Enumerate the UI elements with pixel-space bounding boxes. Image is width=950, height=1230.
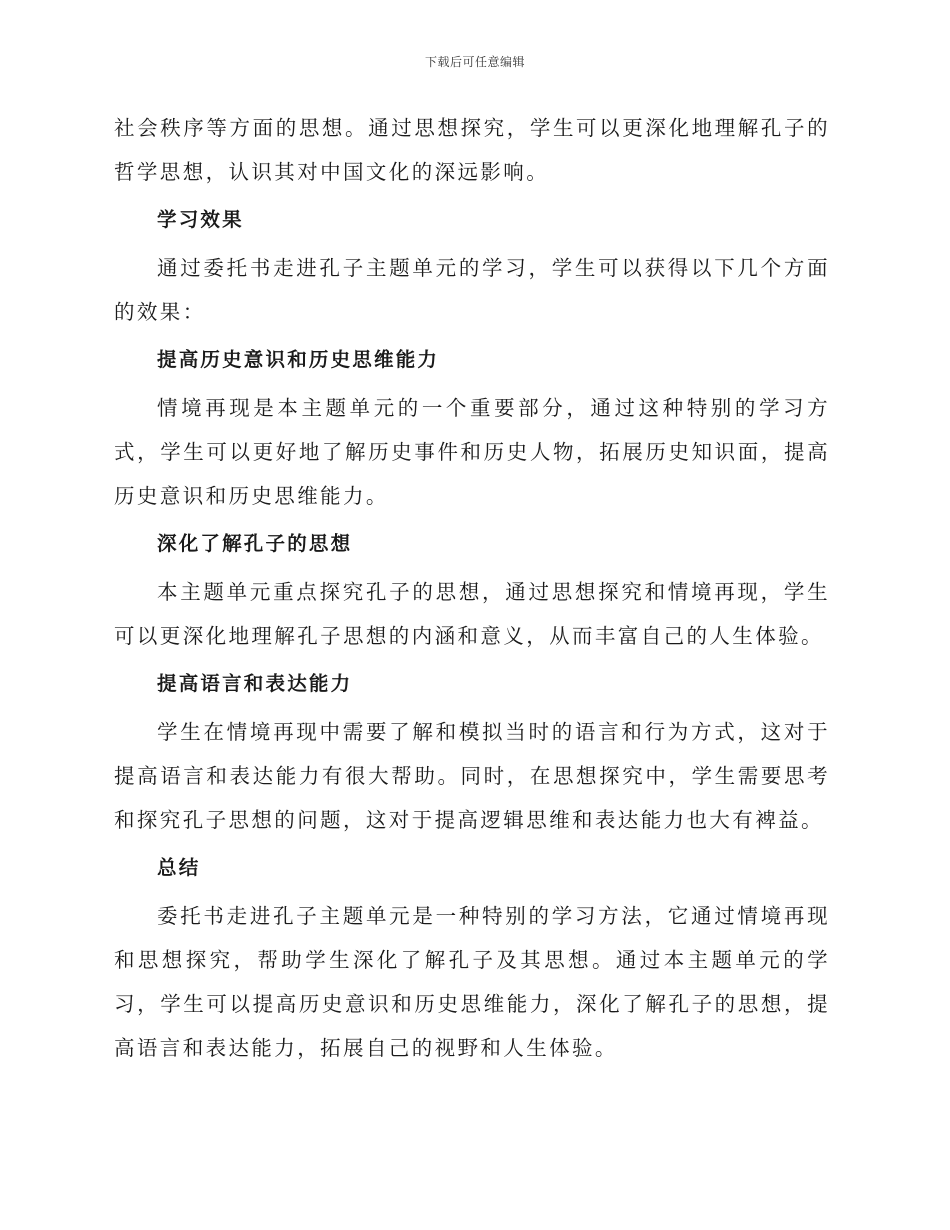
paragraph-continuation: 社会秩序等方面的思想。通过思想探究，学生可以更深化地理解孔子的哲学思想，认识其对中国文化的深远影响。 (114, 116, 830, 184)
paragraph-history-awareness: 情境再现是本主题单元的一个重要部分，通过这种特别的学习方式，学生可以更好地了解历史事件和历史人物，拓展历史知识面，提高历史意识和历史思维能力。 (114, 396, 830, 508)
paragraph-language-expression: 学生在情境再现中需要了解和模拟当时的语言和行为方式，这对于提高语言和表达能力有很大帮助。同时，在思想探究中，学生需要思考和探究孔子思想的问题，这对于提高逻辑思维和表达能力也大有裨益。 (114, 720, 830, 832)
paragraph-effects-intro: 通过委托书走进孔子主题单元的学习，学生可以获得以下几个方面的效果： (114, 256, 830, 324)
document-body (114, 106, 830, 1074)
page-header: 下载后可任意编辑 (424, 55, 525, 69)
paragraph-confucius-thought: 本主题单元重点探究孔子的思想，通过思想探究和情境再现，学生可以更深化地理解孔子思想的内涵和意义，从而丰富自己的人生体验。 (114, 580, 830, 648)
paragraph-summary: 委托书走进孔子主题单元是一种特别的学习方法，它通过情境再现和思想探究，帮助学生深化了解孔子及其思想。通过本主题单元的学习，学生可以提高历史意识和历史思维能力，深化了解孔子的思想，提高语言和表达能力，拓展自己的视野和人生体验。 (114, 904, 830, 1060)
subheading-confucius-thought: 深化了解孔子的思想 (157, 532, 353, 555)
subheading-language-expression: 提高语言和表达能力 (157, 672, 353, 695)
subheading-history-awareness: 提高历史意识和历史思维能力 (157, 348, 440, 371)
section-heading-learning-effects: 学习效果 (157, 208, 244, 231)
section-heading-summary: 总结 (157, 856, 201, 879)
